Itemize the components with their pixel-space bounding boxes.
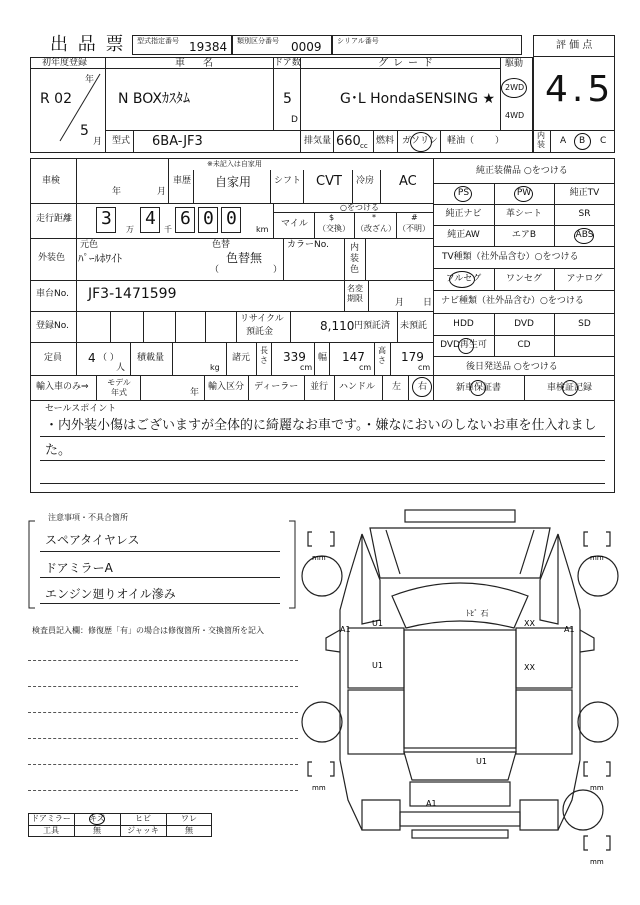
rear-bumper-outline (400, 812, 520, 826)
inspection-year-unit: 年 (112, 187, 122, 197)
front-left-tire (302, 556, 342, 596)
scratch-circle (89, 813, 105, 825)
repaint-value: 色替無 (226, 251, 263, 265)
sales-point-line-2: た。 (45, 443, 72, 458)
unknown-label: （不明） (398, 224, 430, 233)
bottom-cell: 無 (185, 826, 193, 835)
car-name: N BOXｶｽﾀﾑ (118, 91, 190, 107)
mm-label: mm (590, 554, 604, 562)
height-value: 179 (401, 350, 424, 364)
mileage-digit: 3 (101, 208, 112, 229)
sales-point-label: セールスポイント (45, 404, 117, 414)
navi-sd: SD (578, 319, 591, 329)
note-item: ドアミラーA (45, 561, 113, 575)
send-inspection-record: 車検証記録 (546, 383, 592, 393)
rear-window-outline (404, 752, 516, 780)
import-dealer: ディーラー (254, 382, 299, 392)
name-change-day: 日 (423, 298, 433, 308)
displacement-value: 660 (336, 134, 361, 149)
height-unit: cm (418, 363, 431, 372)
first-reg-era: R 02 (40, 91, 72, 107)
mm-label: mm (590, 858, 604, 866)
class-no-label: 類別区分番号 (237, 37, 279, 45)
chassis-label: 車台No. (36, 289, 69, 299)
length-label: 長さ (260, 346, 268, 365)
front-right-tire (578, 556, 618, 596)
chassis-value: JF3-1471599 (88, 286, 177, 302)
score-value: 4.5 (545, 69, 615, 110)
equip-pw-circle (514, 186, 533, 202)
inspection-label: 車検 (42, 176, 61, 186)
tv-fullseg: フルセグ (445, 274, 482, 284)
navi-dvd-play-circle (458, 338, 474, 354)
navi-title: ナビ種類（社外品含む）○をつける (441, 296, 584, 306)
navi-dvd-play: DVD再生可 (440, 340, 487, 350)
width-value: 147 (342, 350, 365, 364)
bottom-cell: ジャッキ (127, 826, 159, 835)
displacement-unit: cc (360, 142, 368, 150)
model-value: 6BA-JF3 (152, 134, 203, 149)
ac-label: 冷房 (356, 176, 375, 186)
front-bumper-outline (405, 510, 515, 522)
equip-abs-circle (574, 228, 594, 244)
equip-aw: 純正AW (447, 230, 480, 240)
drive-2wd: 2WD (505, 83, 525, 92)
original-color-value: ﾊﾟｰﾙﾎﾜｲﾄ (78, 252, 122, 265)
import-label: 輸入車のみ⇒ (36, 382, 89, 392)
mile-label: マイル (281, 219, 308, 229)
fuel-gasoline: ガソリン (402, 136, 439, 146)
tv-analog: アナログ (566, 274, 603, 284)
capacity-value: 4 (88, 351, 96, 365)
class-no-value: 0009 (291, 40, 322, 54)
mileage-sen-unit: 千 (164, 225, 172, 234)
doors-value: 5 (283, 91, 292, 107)
score-label: 評 価 点 (556, 40, 593, 51)
dims-label: 諸元 (232, 353, 251, 363)
unknown-symbol: # (411, 213, 418, 222)
mileage-digit: 0 (203, 208, 214, 229)
bottom-header: ワレ (181, 814, 197, 823)
mark-right-front-door: XX (524, 619, 535, 628)
windshield-outline (392, 583, 528, 628)
handle-right-circle (412, 377, 432, 397)
equip-tv: 純正TV (569, 188, 600, 198)
tamper-label: （改ざん） (356, 224, 396, 233)
displacement-label: 排気量 (304, 136, 332, 146)
grade-label: グレード (378, 58, 438, 69)
repaint-paren-close: ） (273, 265, 283, 275)
recycle-label-2: 預託金 (246, 327, 274, 337)
notes-right-bracket (288, 520, 296, 610)
recycle-amount: 8,110 (320, 319, 355, 333)
note-item: スペアタイヤレス (45, 533, 140, 547)
mileage-mark-note: ○をつける (340, 203, 379, 212)
inspector-note-label: 検査員記入欄：修復歴「有」の場合は修復箇所・交換箇所を記入 (32, 626, 264, 635)
grade-value: G･L HondaSENSING ★ (340, 91, 496, 107)
roof-outline (404, 630, 516, 748)
ac-value: AC (399, 174, 417, 189)
shift-value: CVT (316, 174, 342, 189)
interior-b-circle (574, 133, 591, 150)
notes-left-bracket (28, 520, 36, 610)
bottom-cell: 工具 (43, 826, 59, 835)
handle-right: 右 (418, 382, 428, 392)
length-value: 339 (283, 350, 306, 364)
right-rear-door-outline (516, 690, 572, 754)
car-name-label: 車 名 (175, 58, 217, 69)
equip-ps: PS (457, 188, 470, 198)
navi-hdd: HDD (453, 319, 474, 329)
first-reg-label: 初年度登録 (42, 58, 88, 68)
tv-oneseg: ワンセグ (505, 274, 542, 284)
left-front-door-outline (348, 628, 404, 688)
load-unit: kg (210, 363, 220, 372)
repaint-paren-open: （ (210, 265, 220, 275)
send-warranty: 新車保証書 (455, 383, 501, 393)
mm-label: mm (312, 554, 326, 562)
page-title: 出 品 票 (50, 34, 126, 55)
door-type: D (291, 115, 298, 125)
interior-a: A (560, 136, 567, 146)
left-body-outline (340, 534, 362, 830)
rear-left-tire (302, 702, 342, 742)
color-no-label: カラーNo. (287, 240, 329, 250)
send-warranty-circle (470, 380, 486, 396)
mileage-km-unit: km (256, 225, 269, 234)
mileage-man-unit: 万 (126, 225, 134, 234)
capacity-label: 定員 (44, 353, 63, 363)
type-no-label: 型式指定番号 (137, 37, 179, 45)
mark-rear-bumper: A1 (426, 799, 437, 808)
reg-no-label: 登録No. (36, 321, 69, 331)
notes-label: 注意事項・不具合箇所 (48, 513, 128, 522)
type-no-field (132, 35, 232, 55)
bottom-header: ヒビ (135, 814, 151, 823)
mark-right-rear-door: XX (524, 663, 535, 672)
class-no-field (232, 35, 332, 55)
drive-2wd-circle (501, 78, 527, 98)
send-title: 後日発送品 ○をつける (466, 362, 558, 372)
interior-label: 内装 (537, 131, 545, 149)
drive-4wd: 4WD (505, 111, 525, 120)
equip-pw: PW (516, 188, 532, 198)
name-change-month: 月 (395, 298, 405, 308)
recycle-label-1: リサイクル (240, 314, 284, 324)
capacity-paren: （ ） (98, 353, 119, 363)
bottom-header: キズ (89, 814, 105, 823)
send-inspection-record-circle (562, 380, 578, 396)
repaint-label: 色替 (212, 240, 231, 250)
bottom-cell: 無 (93, 826, 101, 835)
import-parallel: 並行 (310, 382, 329, 392)
mark-right-pillar: A1 (564, 625, 575, 634)
navi-cd: CD (517, 340, 531, 350)
original-color-label: 元色 (80, 240, 99, 250)
capacity-unit: 人 (116, 363, 126, 373)
import-type-label: 輸入区分 (208, 382, 245, 392)
serial-no-field (332, 35, 522, 55)
equip-airbag: エアB (511, 230, 537, 240)
navi-dvd: DVD (514, 319, 534, 329)
hood-outline (370, 528, 550, 578)
bottom-header: ドアミラー (31, 814, 71, 823)
exchange-label: （交換） (318, 224, 350, 233)
width-unit: cm (359, 363, 372, 372)
fuel-label: 燃料 (376, 136, 395, 146)
type-no-value: 19384 (189, 40, 228, 54)
height-label: 高さ (378, 346, 386, 365)
spare-tire (563, 790, 603, 830)
mileage-digit: 4 (145, 208, 156, 229)
load-label: 積載量 (137, 353, 165, 363)
rear-panel-outline (410, 782, 510, 806)
history-value: 自家用 (215, 175, 252, 189)
inspection-month-unit: 月 (157, 187, 167, 197)
interior-c: C (600, 136, 607, 146)
equip-abs: ABS (575, 230, 594, 240)
mark-left-rear-door: U1 (372, 661, 383, 670)
equip-navi: 純正ナビ (445, 209, 482, 219)
model-year-unit: 年 (190, 388, 200, 398)
handle-label: ハンドル (339, 382, 376, 392)
exchange-symbol: $ (329, 213, 335, 222)
mm-label: mm (590, 784, 604, 792)
first-reg-month: 5 (80, 123, 89, 139)
mileage-label: 走行距離 (36, 214, 73, 224)
rear-right-tire (578, 702, 618, 742)
name-change-label: 名変期限 (347, 284, 363, 303)
tv-title: TV種類（社外品含む）○をつける (442, 252, 579, 262)
first-reg-year-unit: 年 (85, 75, 95, 85)
equip-leather: 革シート (505, 209, 542, 219)
history-note: ※未記入は自家用 (207, 160, 262, 168)
interior-b: B (579, 136, 586, 146)
model-year-label: モデル年式 (107, 378, 131, 397)
right-front-door-outline (516, 628, 572, 688)
handle-left: 左 (392, 382, 402, 392)
tv-fullseg-circle (449, 271, 475, 288)
history-label: 車歴 (173, 176, 192, 186)
equipment-title: 純正装備品 ○をつける (476, 166, 568, 176)
exterior-color-label: 外装色 (38, 253, 66, 263)
first-reg-month-unit: 月 (93, 137, 103, 147)
interior-color-label: 内装色 (350, 243, 360, 275)
car-damage-diagram (300, 500, 630, 870)
mark-windshield: ﾄﾋﾞ 石 (466, 609, 489, 618)
note-item: エンジン廻りオイル滲み (45, 587, 176, 601)
shift-label: シフト (274, 176, 302, 186)
width-label: 幅 (318, 353, 328, 363)
mileage-digit: 0 (226, 208, 237, 229)
mark-left-front-door: U1 (372, 619, 383, 628)
mark-rear-panel: U1 (476, 757, 487, 766)
model-label: 型式 (112, 136, 131, 146)
mark-left-pillar: A1 (340, 625, 351, 634)
recycle-status: 円預託済 (354, 321, 391, 331)
serial-no-label: シリアル番号 (337, 37, 379, 45)
equip-sr: SR (578, 209, 591, 219)
right-body-outline (558, 534, 580, 830)
length-unit: cm (300, 363, 313, 372)
drive-label: 駆動 (505, 59, 524, 69)
sales-point-line-1: ・内外装小傷はございますが全体的に綺麗なお車です。・嫌なにおいのしないお車を仕入れまし (45, 418, 597, 433)
fuel-diesel: 軽油（ (447, 136, 475, 146)
tamper-symbol: * (372, 213, 376, 222)
fuel-close-paren: ） (495, 136, 505, 146)
fuel-gasoline-circle (410, 132, 432, 152)
left-rear-door-outline (348, 690, 404, 754)
doors-label: ドア数 (274, 58, 301, 68)
equip-ps-circle (454, 186, 472, 202)
mileage-digit: 6 (180, 208, 191, 229)
mm-label: mm (312, 784, 326, 792)
recycle-unpaid: 未預託 (400, 321, 428, 331)
